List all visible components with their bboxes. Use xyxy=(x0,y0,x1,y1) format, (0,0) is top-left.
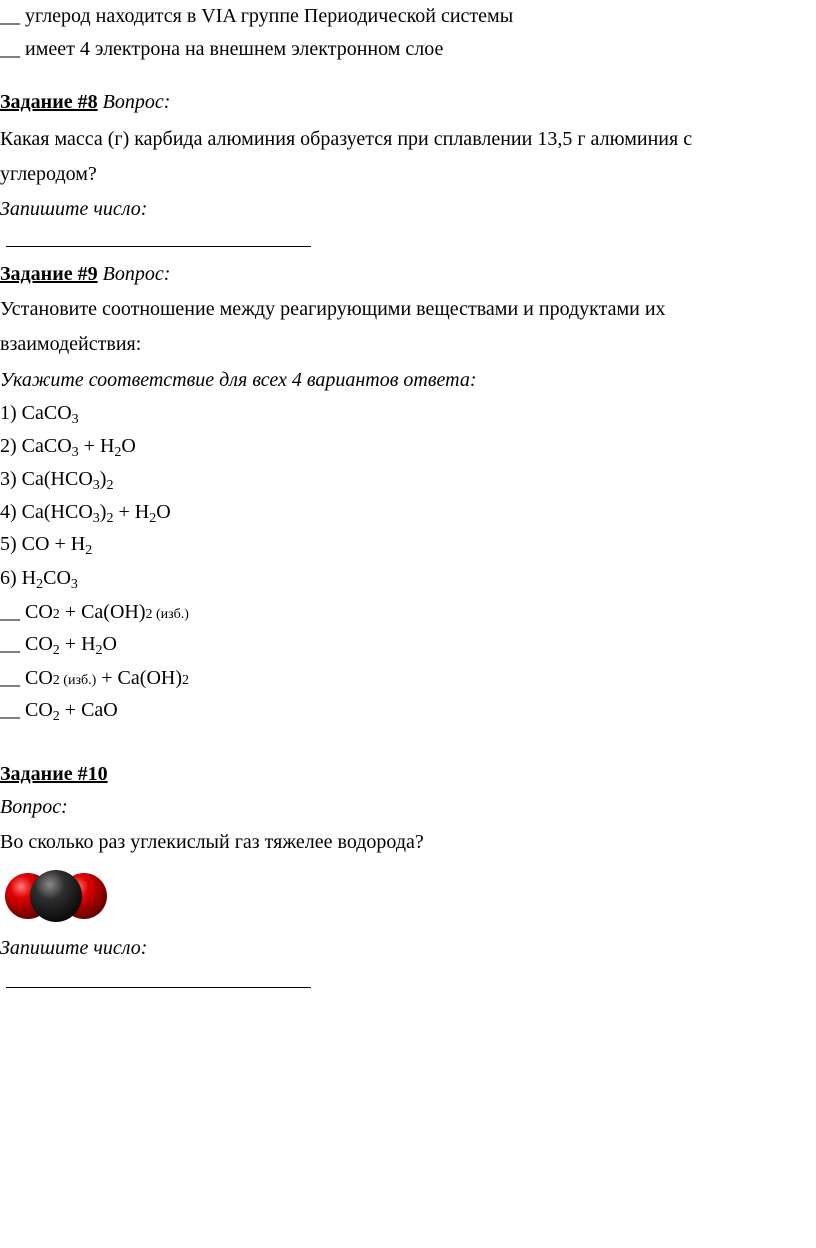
task10-heading: Задание #10 xyxy=(0,763,108,785)
task9-instruction: Укажите соответствие для всех 4 вариантов ответа: xyxy=(0,369,477,391)
option-carbon-group: __ углерод находится в VIA группе Периодической системы xyxy=(0,5,514,27)
task9-header xyxy=(0,262,170,286)
task9-question-line1: Установите соотношение между реагирующими веществами и продуктами их xyxy=(0,298,666,320)
task8-instruction: Запишите число: xyxy=(0,198,148,220)
task9-option-2: 2) CaCO$_3$ + $H_2O$ xyxy=(0,435,136,460)
answer-blank: __ xyxy=(0,667,20,689)
task9-reaction-1[interactable]: __ CO2 + Ca(OH)2 (изб.) xyxy=(0,601,189,623)
task8-question-line2: углеродом? xyxy=(0,163,97,185)
task9-option-5: 5) CO + $H_2$ xyxy=(0,533,93,558)
task8-question-line1: Какая масса (г) карбида алюминия образуется при сплавлении 13,5 г алюминия с xyxy=(0,128,693,150)
answer-blank: __ xyxy=(0,699,20,721)
task10-question-label: Вопрос: xyxy=(0,796,68,818)
task10-answer-field[interactable] xyxy=(6,987,311,988)
answer-blank: __ xyxy=(0,601,20,623)
task9-reaction-2[interactable]: __ $CO_2 + H_2O$ xyxy=(0,633,117,658)
task10-instruction: Запишите число: xyxy=(0,937,148,959)
carbon-atom xyxy=(30,870,82,922)
task9-reaction-3[interactable]: __ CO2 (изб.) + Ca(OH)2 xyxy=(0,667,189,689)
option-carbon-electrons: __ имеет 4 электрона на внешнем электронном слое xyxy=(0,38,444,60)
task8-heading: Задание #8 xyxy=(0,91,98,113)
task9-reaction-4[interactable]: __ $CO_2$ + CaO xyxy=(0,699,118,724)
task9-heading: Задание #9 xyxy=(0,263,98,285)
task9-option-1: 1) CaCO$_3$ xyxy=(0,402,79,427)
task9-question-line2: взаимодействия: xyxy=(0,333,142,355)
task9-option-6: 6) $H_2CO_3$ xyxy=(0,567,78,592)
task9-question-label: Вопрос: xyxy=(102,263,171,285)
task9-option-4: 4) $Ca(HCO_3)_2 + H_2O$ xyxy=(0,501,171,526)
co2-molecule-image xyxy=(4,864,108,928)
task8-question-label: Вопрос: xyxy=(102,91,171,113)
task8-header xyxy=(0,90,170,114)
answer-blank: __ xyxy=(0,633,20,655)
task9-option-3: 3) $Ca(HCO_3)_2$ xyxy=(0,468,114,493)
task10-question: Во сколько раз углекислый газ тяжелее водорода? xyxy=(0,831,424,853)
task8-answer-field[interactable] xyxy=(6,246,311,247)
